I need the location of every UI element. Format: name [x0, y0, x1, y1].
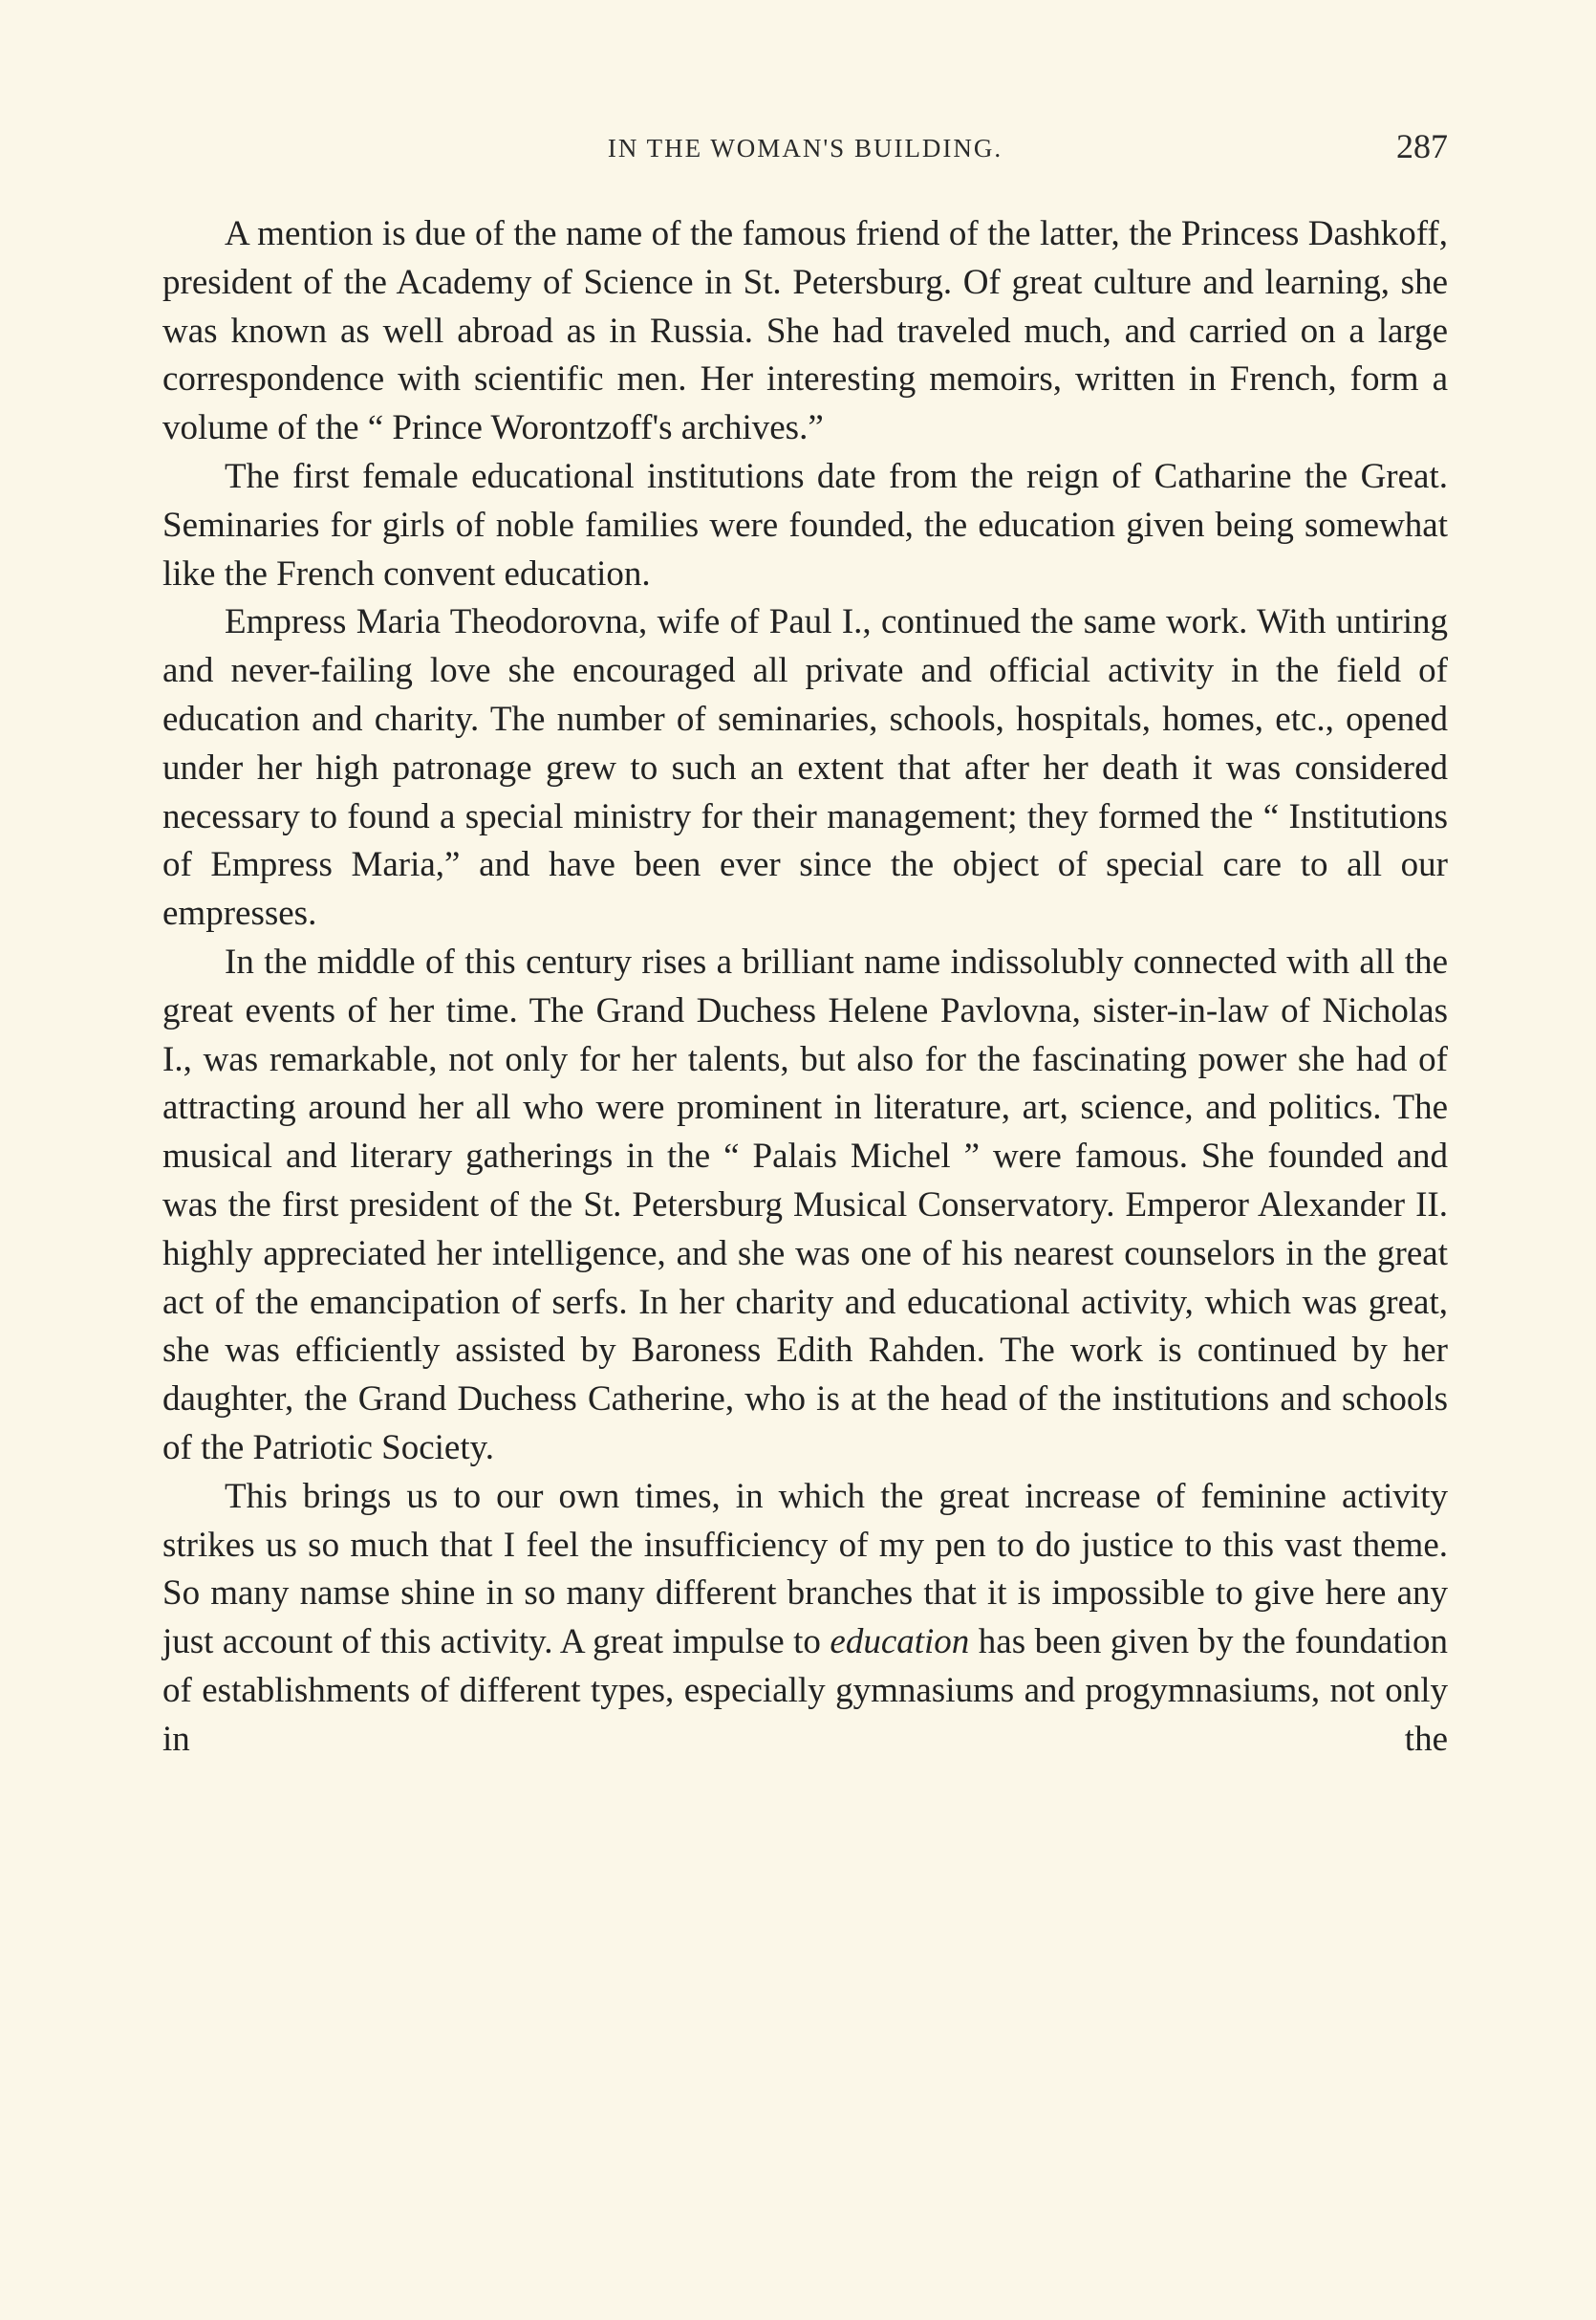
running-head: IN THE WOMAN'S BUILDING.	[607, 134, 1003, 163]
paragraph-text: has been given by the foundation of establishments of different types, especially gymnasiums and progymnasiums, not only in the	[162, 1622, 1449, 1759]
body-text	[162, 210, 1448, 1765]
last-paragraph-wrapper	[162, 1473, 1448, 1765]
page-number: 287	[1396, 127, 1448, 165]
paragraph: The first female educational institutions date from the reign of Catharine the Great. Seminaries for girls of noble families were founded, the education given being somewhat like the French convent education.	[162, 456, 1448, 594]
paragraph	[162, 1473, 1448, 1765]
paragraph: Empress Maria Theodorovna, wife of Paul I., continued the same work. With untiring and never-failing love she encouraged all private and official activity in the field of education and charity. The number of seminaries, schools, hospitals, homes, etc., opened under her high patronage grew to such an extent that after her death it was considered necessary to found a special ministry for their management; they formed the “ Institutions of Empress Maria,” and have been ever since the object of special care to all our empresses.	[162, 602, 1448, 934]
paragraph: In the middle of this century rises a brilliant name indissolubly connected with all the great events of her time. The Grand Duchess Helene Pavlovna, sister-in-law of Nicholas I., was remarkable, not only for her talents, but also for the fascinating power she had of attracting around her all who were prominent in literature, art, science, and politics. The musical and literary gatherings in the “ Palais Michel ” were famous. She founded and was the first president of the St. Petersburg Musical Conservatory. Emperor Alexander II. highly appreciated her intelligence, and she was one of his nearest counselors in the great act of the emancipation of serfs. In her charity and educational activity, which was great, she was efficiently assisted by Baroness Edith Rahden. The work is continued by her daughter, the Grand Duchess Catherine, who is at the head of the institutions and schools of the Patriotic Society.	[162, 942, 1448, 1467]
paragraph-text: This brings us to our own times, in which the great increase of feminine activity strikes us so much that I feel the insufficiency of my pen to do justice to this vast theme. So many namse shine in so many different branches that it is impossible to give here any just account of this activity. A great impulse to	[162, 1476, 1448, 1662]
paragraph: A mention is due of the name of the famous friend of the latter, the Princess Dashkoff, president of the Academy of Science in St. Petersburg. Of great culture and learning, she was known as well abroad as in Russia. She had traveled much, and carried on a large correspondence with scientific men. Her interesting memoirs, written in French, form a volume of the “ Prince Worontzoff's archives.”	[162, 214, 1448, 448]
italic-word: education	[830, 1622, 970, 1662]
page-header	[162, 126, 1448, 174]
